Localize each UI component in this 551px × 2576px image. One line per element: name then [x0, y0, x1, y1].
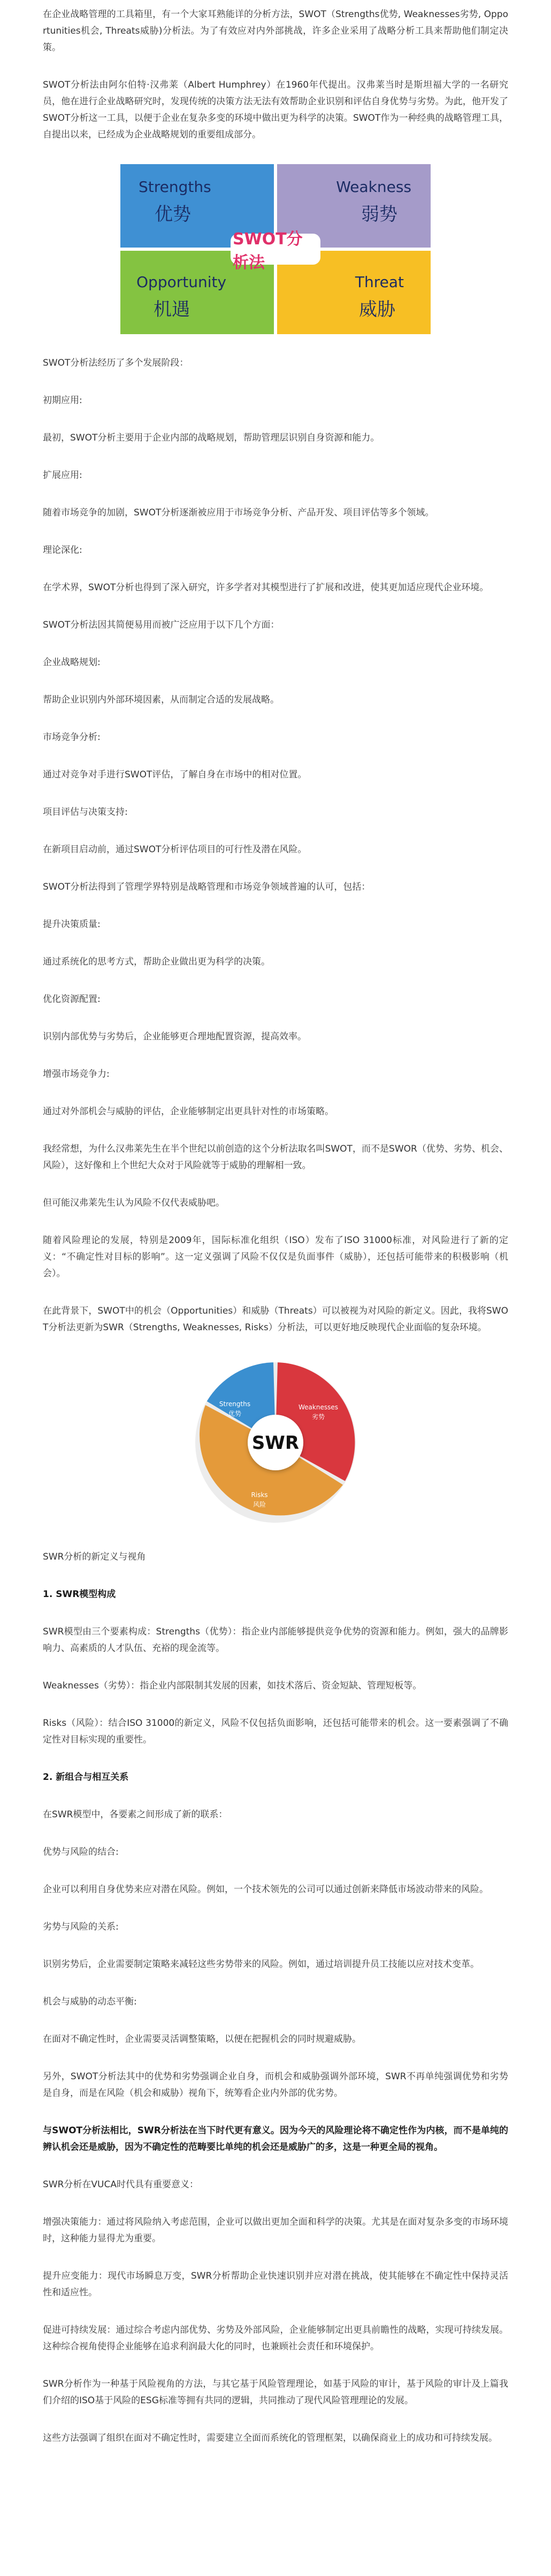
paragraph: SWOT分析法得到了管理学界特别是战略管理和市场竞争领域普遍的认可，包括：: [43, 882, 371, 892]
paragraph: 项目评估与决策支持:: [43, 807, 128, 817]
paragraph: 帮助企业识别内外部环境因素，从而制定合适的发展战略。: [43, 695, 279, 705]
paragraph: SWR模型由三个要素构成：Strengths（优势）：指企业内部能够提供竞争优势的资源和能力。例如，强大的品牌影响力、高素质的人才队伍、充裕的现金流等。: [43, 1626, 508, 1654]
article-body: [43, 6, 508, 2467]
section-heading: 1. SWR模型构成: [43, 1589, 116, 1600]
paragraph: 增强市场竞争力:: [43, 1069, 110, 1079]
paragraph: 识别劣势后，企业需要制定策略来减轻这些劣势带来的风险。例如，通过培训提升员工技能以应对技术变革。: [43, 1959, 479, 1970]
threat-label-en: Threat: [355, 273, 404, 291]
paragraph: 通过对竞争对手进行SWOT评估，了解自身在市场中的相对位置。: [43, 769, 307, 780]
swr-strengths-en: Strengths: [219, 1400, 251, 1408]
opportunity-label-en: Opportunity: [136, 273, 227, 291]
paragraph: 市场竞争分析:: [43, 732, 101, 743]
swr-strengths-zh: 优势: [228, 1410, 242, 1417]
swr-ring-chart: [190, 1357, 361, 1528]
paragraph: SWR分析作为一种基于风险视角的方法，与其它基于风险管理理论，如基于风险的审计，基于风险的审计及上篇我们介绍的ISO基于风险的ESG标准等拥有共同的逻辑，共同推动了现代风险管理理论的发展。: [43, 2379, 508, 2406]
paragraph: SWOT分析法因其简便易用而被广泛应用于以下几个方面：: [43, 620, 280, 630]
paragraph: 促进可持续发展：通过综合考虑内部优势、劣势及外部风险，企业能够制定出更具前瞻性的战略，实现可持续发展。这种综合视角使得企业能够在追求利润最大化的同时，也兼顾社会责任和环境保护。: [43, 2325, 508, 2352]
paragraph: 增强决策能力：通过将风险纳入考虑范围，企业可以做出更加全面和科学的决策。尤其是在面对复杂多变的市场环境时，这种能力显得尤为重要。: [43, 2217, 508, 2244]
paragraph: SWOT分析法由阿尔伯特·汉弗莱（Albert Humphrey）在1960年代提出。汉弗莱当时是斯坦福大学的一名研究员，他在进行企业战略研究时，发现传统的决策方法无法有效帮助企业识别和评估自身优势与劣势。为此，他开发了SWOT分析这一工具，以便于企业在复杂多变的环境中做出更为科学的决策。SWOT作为一种经典的战略管理工具，自提出以来，已经成为企业战略规划的重要组成部分。: [43, 80, 508, 140]
weaknesses-label-en: Weakness: [336, 178, 411, 196]
paragraph: 企业可以利用自身优势来应对潜在风险。例如，一个技术领先的公司可以通过创新来降低市场波动带来的风险。: [43, 1884, 488, 1895]
paragraph: 另外，SWOT分析法其中的优势和劣势强调企业自身，而机会和威胁强调外部环境，SWR不再单纯强调优势和劣势是自身，而是在风险（机会和威胁）视角下，统筹看企业内外部的优劣势。: [43, 2071, 508, 2099]
paragraph: 劣势与风险的关系:: [43, 1922, 119, 1932]
swr-risks-zh: 风险: [252, 1501, 266, 1508]
paragraph: 理论深化:: [43, 545, 82, 556]
paragraph: SWOT分析法经历了多个发展阶段：: [43, 358, 189, 368]
threat-label-zh: 威胁: [359, 299, 395, 320]
section-heading: 2. 新组合与相互关系: [43, 1772, 129, 1783]
paragraph: 优势与风险的结合:: [43, 1847, 119, 1857]
paragraph: 通过系统化的思考方式，帮助企业做出更为科学的决策。: [43, 957, 270, 967]
paragraph: 企业战略规划:: [43, 657, 101, 668]
opportunity-label-zh: 机遇: [154, 299, 190, 320]
strengths-label-en: Strengths: [139, 178, 211, 196]
swr-center-label: SWR: [251, 1432, 300, 1454]
paragraph: Weaknesses（劣势）：指企业内部限制其发展的因素，如技术落后、资金短缺、管理短板等。: [43, 1680, 422, 1691]
strengths-label-zh: 优势: [155, 204, 191, 225]
swr-risks-en: Risks: [251, 1491, 268, 1499]
paragraph: 提升应变能力：现代市场瞬息万变，SWR分析帮助企业快速识别并应对潜在挑战，使其能够在不确定性中保持灵活性和适应性。: [43, 2271, 508, 2298]
swot-diagram: [43, 164, 508, 334]
paragraph: 在SWR模型中，各要素之间形成了新的联系：: [43, 1809, 228, 1820]
weaknesses-label-zh: 弱势: [361, 204, 397, 225]
swr-diagram: [43, 1357, 508, 1528]
paragraph: 在面对不确定性时，企业需要灵活调整策略，以便在把握机会的同时规避威胁。: [43, 2034, 361, 2045]
paragraph: 识别内部优势与劣势后，企业能够更合理地配置资源，提高效率。: [43, 1031, 307, 1042]
paragraph: 在此背景下，SWOT中的机会（Opportunities）和威胁（Threats）可以被视为对风险的新定义。因此，我将SWOT分析法更新为SWR（Strengths, Weaknesses, Risks）分析法，可以更好地反映现代企业面临的复杂环境。: [43, 1306, 508, 1333]
swot-center-title: SWOT分析法: [231, 234, 320, 265]
paragraph: 扩展应用:: [43, 470, 82, 481]
paragraph: SWR分析的新定义与视角: [43, 1552, 146, 1562]
paragraph: 但可能汉弗莱先生认为风险不仅代表威胁吧。: [43, 1198, 225, 1208]
paragraph: 与SWOT分析法相比，SWR分析法在当下时代更有意义。因为今天的风险理论将不确定性作为内核，而不是单纯的辨认机会还是威胁，因为不确定性的范畴要比单纯的机会还是威胁广的多，这是一种更全局的视角。: [43, 2125, 508, 2153]
paragraph: 初期应用:: [43, 395, 82, 406]
paragraph: SWR分析在VUCA时代具有重要意义：: [43, 2179, 198, 2190]
paragraph: 在新项目启动前，通过SWOT分析评估项目的可行性及潜在风险。: [43, 844, 307, 855]
swr-weaknesses-zh: 劣势: [311, 1413, 325, 1421]
paragraph: 这些方法强调了组织在面对不确定性时，需要建立全面而系统化的管理框架，以确保商业上的成功和可持续发展。: [43, 2433, 498, 2443]
paragraph: Risks（风险）：结合ISO 31000的新定义，风险不仅包括负面影响，还包括可能带来的机会。这一要素强调了不确定性对目标实现的重要性。: [43, 1718, 508, 1745]
paragraph: 通过对外部机会与威胁的评估，企业能够制定出更具针对性的市场策略。: [43, 1106, 334, 1117]
paragraph: 随着风险理论的发展，特别是2009年，国际标准化组织（ISO）发布了ISO 31000标准，对风险进行了新的定义：“不确定性对目标的影响”。这一定义强调了风险不仅仅是负面事件（威胁），还包括可能带来的积极影响（机会）。: [43, 1235, 508, 1279]
paragraph: 在企业战略管理的工具箱里，有一个大家耳熟能详的分析方法，SWOT（Strengths优势, Weaknesses劣势, Opportunities机会, Threats威胁)分析法。为了有效应对内外部挑战，许多企业采用了战略分析工具来帮助他们制定决策。: [43, 9, 508, 53]
paragraph: 机会与威胁的动态平衡:: [43, 1996, 137, 2007]
bottom-paragraphs: [43, 1549, 508, 2447]
paragraph: 优化资源配置:: [43, 994, 101, 1005]
paragraph: 我经常想，为什么汉弗莱先生在半个世纪以前创造的这个分析法取名叫SWOT，而不是SWOR（优势、劣势、机会、风险），这好像和上个世纪大众对于风险就等于威胁的理解相一致。: [43, 1144, 508, 1171]
paragraph: 最初，SWOT分析主要用于企业内部的战略规划，帮助管理层识别自身资源和能力。: [43, 433, 380, 443]
mid-paragraphs: [43, 355, 508, 1336]
paragraph: 随着市场竞争的加剧，SWOT分析逐渐被应用于市场竞争分析、产品开发、项目评估等多个领域。: [43, 507, 434, 518]
paragraph: 在学术界，SWOT分析也得到了深入研究，许多学者对其模型进行了扩展和改进，使其更加适应现代企业环境。: [43, 582, 489, 593]
paragraph: 提升决策质量:: [43, 919, 101, 930]
swr-weaknesses-en: Weaknesses: [299, 1403, 338, 1411]
